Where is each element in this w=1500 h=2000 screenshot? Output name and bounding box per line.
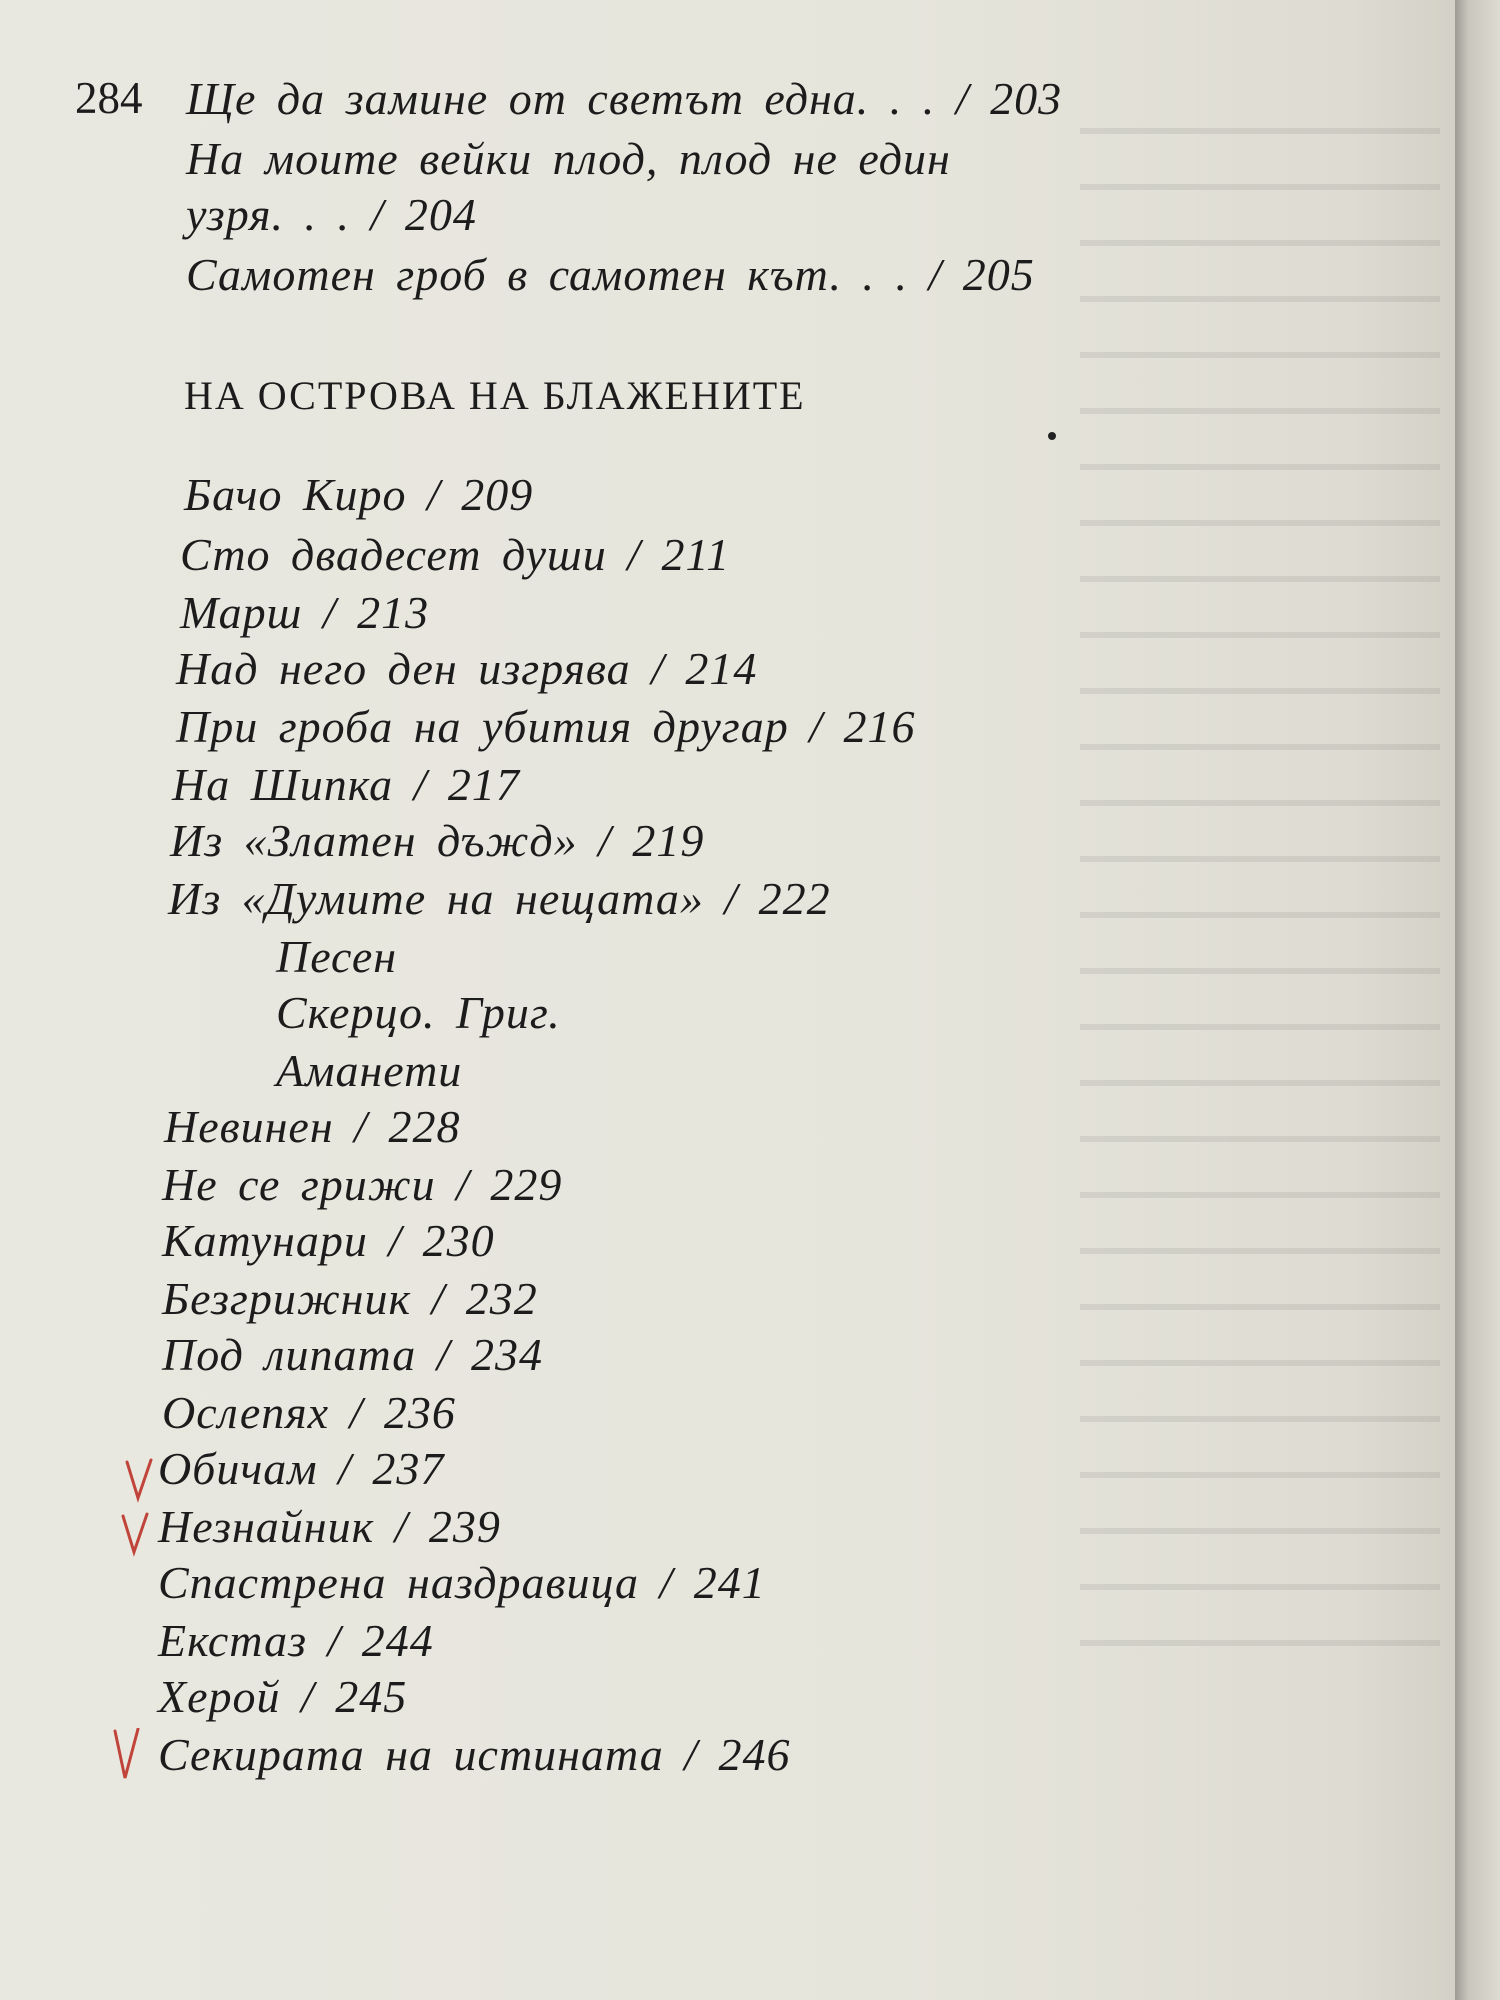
checkmark-stroke [127, 1460, 151, 1498]
toc-entry: Марш / 213 [180, 587, 430, 638]
toc-entry: узря. . . / 204 [186, 189, 477, 240]
toc-entry: Под липата / 234 [162, 1329, 544, 1380]
toc-entry: Ще да замине от светът една. . . / 203 [186, 73, 1063, 124]
toc-entry: Бачо Киро / 209 [184, 469, 534, 520]
toc-entry: Херой / 245 [158, 1671, 408, 1722]
toc-entry: Катунари / 230 [162, 1215, 495, 1266]
toc-entry: Обичам / 237 [158, 1443, 445, 1494]
toc-entry: Ослепях / 236 [162, 1387, 456, 1438]
toc-entry: Самотен гроб в самотен кът. . . / 205 [186, 249, 1035, 300]
toc-entry: Над него ден изгрява / 214 [176, 643, 758, 694]
toc-entry: Сто двадесет души / 211 [180, 529, 731, 580]
toc-entry: Секирата на истината / 246 [158, 1729, 791, 1780]
checkmark-icon [120, 1512, 150, 1560]
section-title: НА ОСТРОВА НА БЛАЖЕНИТЕ [184, 373, 806, 418]
checkmark-icon [124, 1458, 154, 1506]
toc-subentry: Скерцо. Григ. [276, 987, 561, 1038]
checkmark-stroke [115, 1729, 138, 1778]
toc-entry: Безгрижник / 232 [162, 1273, 538, 1324]
ink-dot [1048, 432, 1056, 440]
checkmark-icon [112, 1728, 142, 1784]
toc-entry: Из «Златен дъжд» / 219 [170, 815, 705, 866]
toc-entry: На моите вейки плод, плод не един [186, 133, 951, 184]
toc-entry: При гроба на убития другар / 216 [176, 701, 916, 752]
toc-entry: Не се грижи / 229 [162, 1159, 563, 1210]
toc-entry: Невинен / 228 [164, 1101, 461, 1152]
page-number: 284 [75, 73, 143, 123]
toc-entry: На Шипка / 217 [172, 759, 520, 810]
bleed-through-text [1080, 90, 1440, 1650]
toc-entry: Из «Думите на нещата» / 222 [168, 873, 831, 924]
book-gutter-edge [1455, 0, 1500, 2000]
toc-entry: Спастрена наздравица / 241 [158, 1557, 766, 1608]
toc-entry: Незнайник / 239 [158, 1501, 501, 1552]
toc-subentry: Песен [276, 931, 398, 982]
checkmark-stroke [123, 1514, 147, 1552]
toc-subentry: Аманети [276, 1045, 463, 1096]
toc-entry: Екстаз / 244 [158, 1615, 434, 1666]
